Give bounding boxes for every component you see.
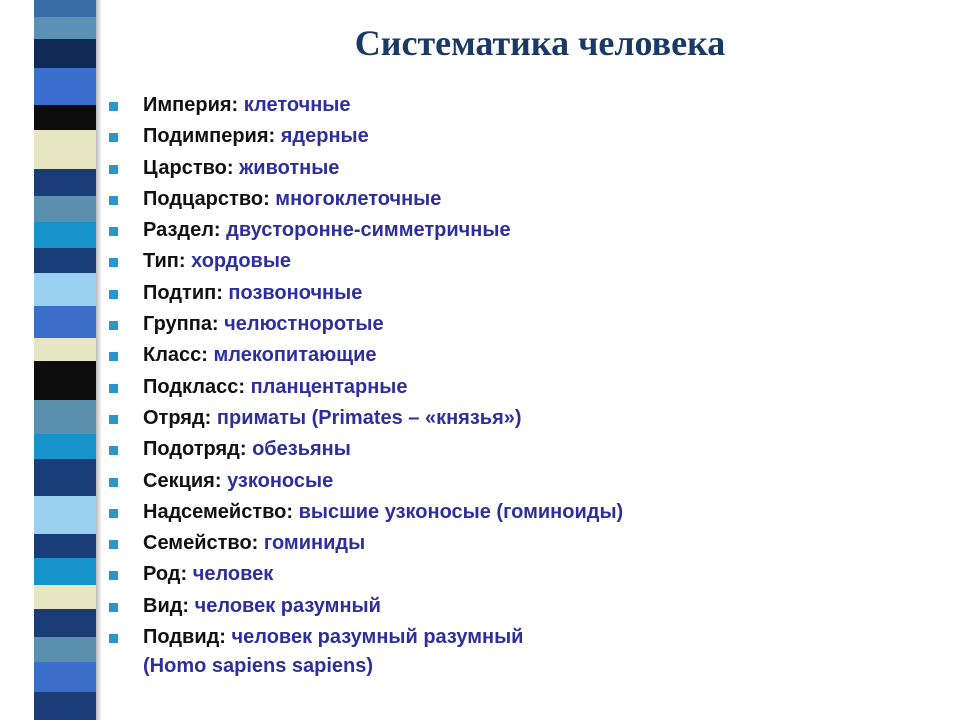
- square-bullet-icon: [109, 478, 118, 487]
- square-bullet-icon: [109, 165, 118, 174]
- taxonomy-item: [105, 403, 945, 434]
- taxon-rank-label: Секция:: [143, 469, 222, 492]
- stripe-segment: [34, 400, 96, 434]
- square-bullet-icon: [109, 227, 118, 236]
- stripe-segment: [34, 692, 96, 720]
- taxon-value: человек разумный: [194, 594, 381, 617]
- taxon-rank-label: Подкласс:: [143, 375, 246, 398]
- stripe-segment: [34, 105, 96, 129]
- square-bullet-icon: [109, 321, 118, 330]
- taxonomy-list: [105, 90, 945, 679]
- decorative-stripe-bar: [34, 0, 96, 720]
- square-bullet-icon: [109, 603, 118, 612]
- stripe-segment: [34, 585, 96, 609]
- taxon-rank-label: Подотряд:: [143, 438, 247, 461]
- taxon-rank-label: Семейство:: [143, 532, 259, 555]
- stripe-segment: [34, 306, 96, 338]
- slide-title: Систематика человека: [354, 23, 726, 63]
- taxon-rank-label: Раздел:: [143, 219, 221, 242]
- stripe-segment: [34, 196, 96, 222]
- taxon-value: человек: [192, 563, 274, 586]
- taxon-rank-label: Класс:: [143, 344, 208, 367]
- stripe-segment: [34, 459, 96, 497]
- square-bullet-icon: [109, 196, 118, 205]
- taxon-rank-label: Подтип:: [143, 281, 223, 304]
- stripe-segment: [34, 434, 96, 458]
- square-bullet-icon: [109, 446, 118, 455]
- taxon-rank-label: Отряд:: [143, 406, 212, 429]
- taxonomy-item: [105, 591, 945, 622]
- square-bullet-icon: [109, 571, 118, 580]
- stripe-segment: [34, 17, 96, 40]
- taxonomy-item: [105, 246, 945, 277]
- stripe-segment: [34, 338, 96, 361]
- taxonomy-item: [105, 184, 945, 215]
- taxon-rank-label: Подимперия:: [143, 125, 276, 148]
- taxon-value: гоминиды: [263, 532, 366, 555]
- taxonomy-item: [105, 622, 945, 679]
- taxonomy-item: [105, 153, 945, 184]
- stripe-segment: [34, 534, 96, 558]
- square-bullet-icon: [109, 133, 118, 142]
- taxonomy-item: [105, 372, 945, 403]
- square-bullet-icon: [109, 290, 118, 299]
- taxon-value: животные: [239, 156, 340, 179]
- square-bullet-icon: [109, 258, 118, 267]
- taxon-rank-label: Империя:: [143, 94, 239, 116]
- taxonomy-item: [105, 497, 945, 528]
- taxonomy-item: [105, 559, 945, 590]
- taxonomy-item: [105, 215, 945, 246]
- taxonomy-item: [105, 434, 945, 465]
- taxon-value: узконосые: [227, 469, 334, 492]
- taxon-value: челюстноротые: [224, 313, 384, 336]
- taxon-value: планцентарные: [250, 375, 408, 398]
- taxon-rank-label: Тип:: [143, 250, 186, 273]
- taxon-value: человек разумный разумный: [231, 626, 524, 649]
- stripe-segment: [34, 496, 96, 534]
- taxon-value: многоклеточные: [275, 187, 442, 210]
- taxonomy-item: [105, 466, 945, 497]
- taxonomy-item: [105, 340, 945, 371]
- square-bullet-icon: [109, 509, 118, 518]
- taxonomy-item: [105, 309, 945, 340]
- stripe-segment: [34, 248, 96, 272]
- stripe-segment: [34, 222, 96, 248]
- taxon-value: обезьяны: [252, 438, 351, 461]
- taxon-latin-name: (Homo sapiens sapiens): [143, 655, 374, 678]
- stripe-segment: [34, 273, 96, 307]
- taxon-value: приматы (Primates – «князья»): [216, 406, 522, 429]
- stripe-segment: [34, 609, 96, 637]
- stripe-segment: [34, 169, 96, 195]
- taxon-rank-label: Группа:: [143, 313, 219, 336]
- stripe-segment: [34, 637, 96, 661]
- taxon-rank-label: Подцарство:: [143, 187, 270, 210]
- stripe-segment: [34, 0, 96, 17]
- taxon-rank-label: Надсемейство:: [143, 500, 294, 523]
- square-bullet-icon: [109, 384, 118, 393]
- taxon-rank-label: Царство:: [143, 156, 234, 179]
- square-bullet-icon: [109, 415, 118, 424]
- taxon-value: ядерные: [280, 125, 369, 148]
- taxon-rank-label: Род:: [143, 563, 188, 586]
- taxon-value: высшие узконосые (гоминоиды): [298, 500, 624, 523]
- stripe-segment: [34, 558, 96, 584]
- stripe-segment: [34, 39, 96, 67]
- taxon-value: хордовые: [191, 250, 292, 273]
- square-bullet-icon: [109, 102, 118, 111]
- taxonomy-item: [105, 121, 945, 152]
- stripe-segment: [34, 68, 96, 106]
- taxon-value: двусторонне-симметричные: [226, 219, 511, 242]
- square-bullet-icon: [109, 352, 118, 361]
- taxon-value: клеточные: [243, 94, 351, 116]
- stripe-shadow: [96, 0, 102, 720]
- taxon-rank-label: Вид:: [143, 594, 190, 617]
- taxonomy-item: [105, 90, 945, 121]
- taxon-value: позвоночные: [228, 281, 363, 304]
- square-bullet-icon: [109, 634, 118, 643]
- taxonomy-item: [105, 528, 945, 559]
- stripe-segment: [34, 130, 96, 169]
- taxon-value: млекопитающие: [213, 344, 377, 367]
- taxon-rank-label: Подвид:: [143, 626, 226, 649]
- stripe-segment: [34, 361, 96, 400]
- taxonomy-item: [105, 278, 945, 309]
- square-bullet-icon: [109, 540, 118, 549]
- stripe-segment: [34, 662, 96, 692]
